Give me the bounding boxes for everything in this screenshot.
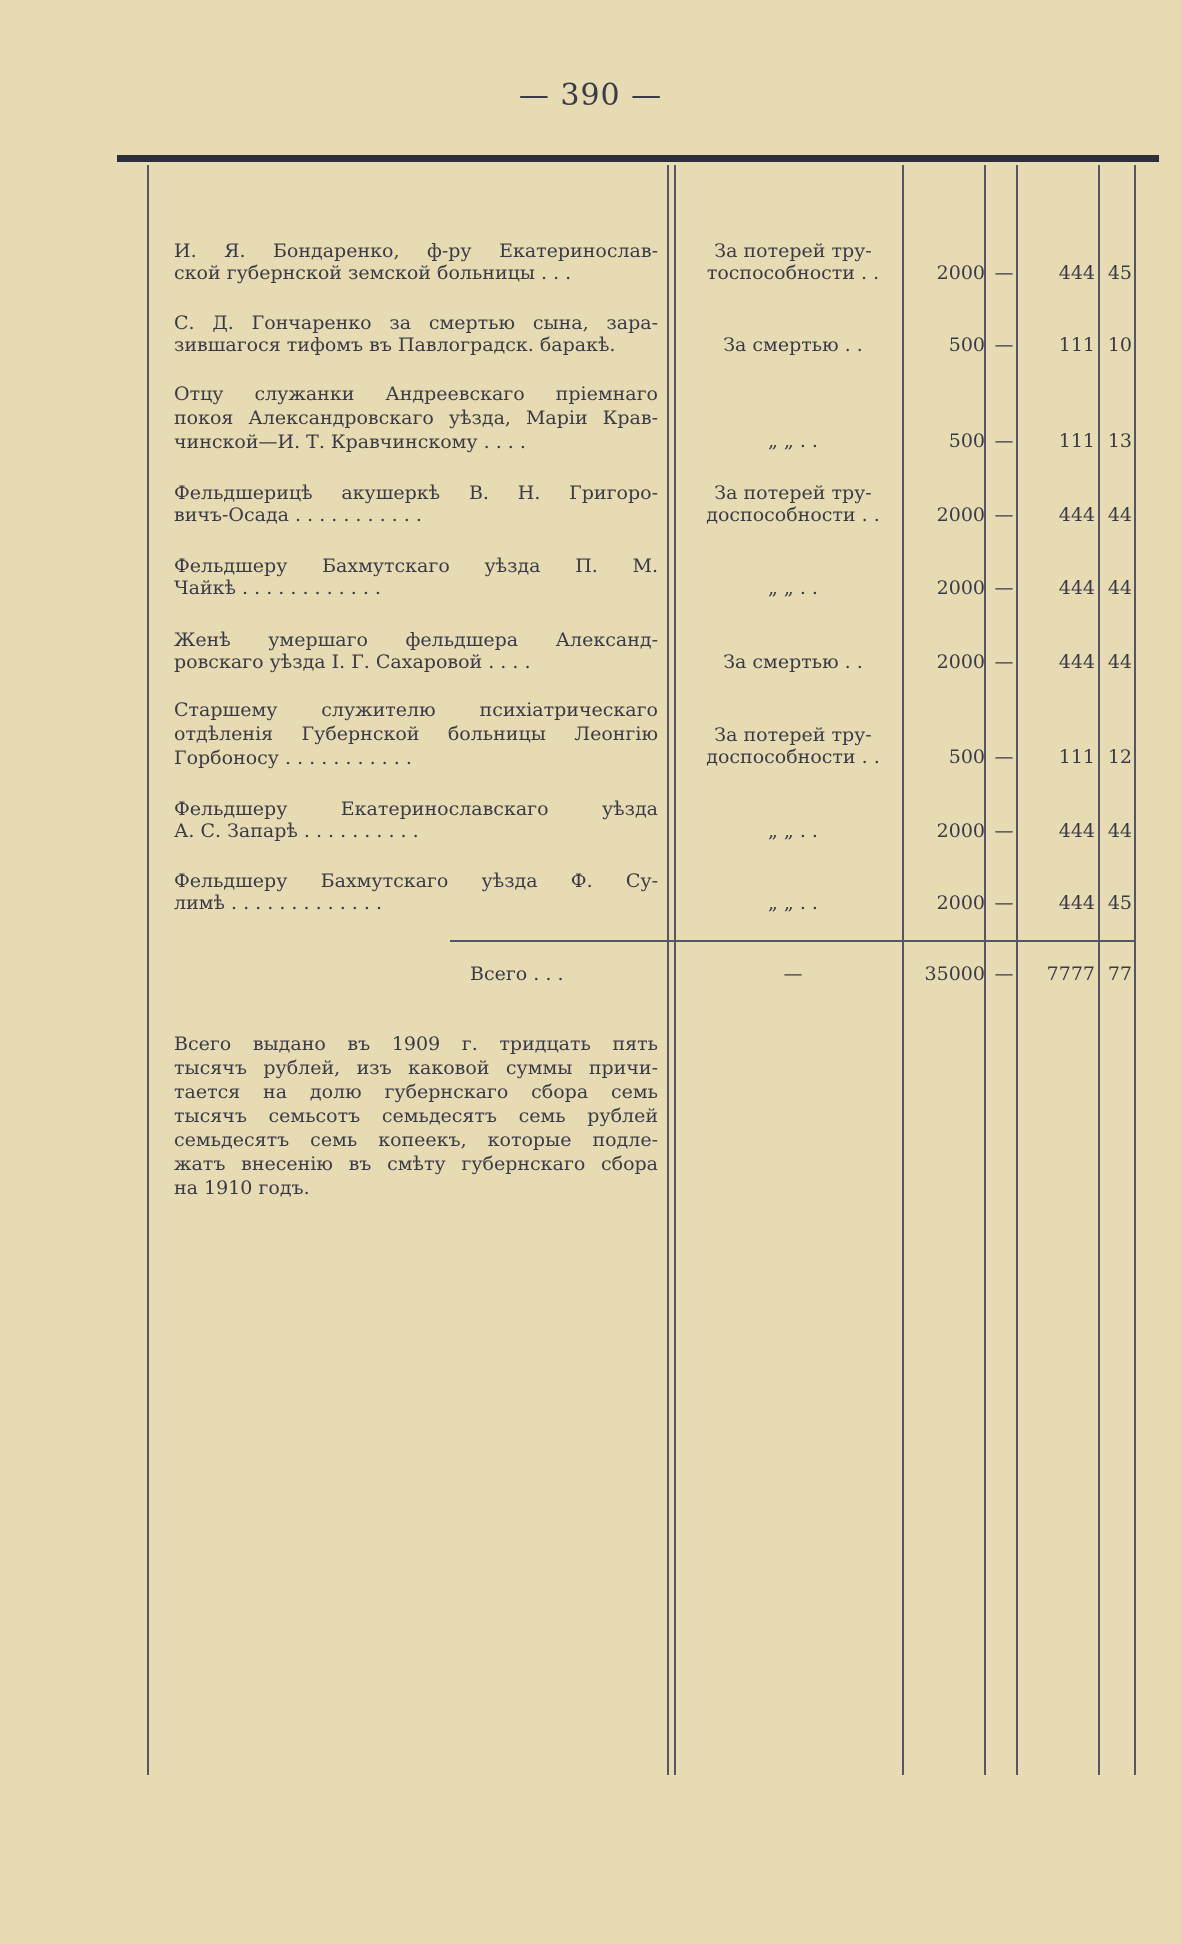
row-kopecks: 12 — [1107, 746, 1132, 768]
description-line: И. Я. Бондаренко, ф-ру Екатеринослав- — [174, 240, 658, 262]
description-line: Женѣ умершаго фельдшера Александ- — [174, 629, 658, 651]
row-rubles: 444 — [1058, 892, 1095, 914]
row-amount: 2000 — [936, 820, 985, 842]
total-label: Всего . . . — [470, 963, 564, 985]
row-amount: 500 — [948, 334, 985, 356]
row-description — [174, 798, 658, 842]
row-kopecks: 44 — [1107, 651, 1132, 673]
row-rubles: 444 — [1058, 504, 1095, 526]
total-amount: 35000 — [924, 963, 985, 985]
row-description — [174, 312, 658, 356]
row-reason — [688, 240, 898, 284]
summary-line: тается на долю губернскаго сбора семь — [174, 1081, 658, 1103]
row-dash: — — [994, 334, 1014, 356]
summary-line: семьдесятъ семь копеекъ, которые подле- — [174, 1129, 658, 1151]
row-kopecks: 44 — [1107, 820, 1132, 842]
row-reason — [688, 334, 898, 356]
reason-line: За потерей тру- — [714, 724, 872, 746]
description-line: Фельдшеру Бахмутскаго уѣзда П. М. — [174, 555, 658, 577]
row-amount: 2000 — [936, 262, 985, 284]
row-rubles: 111 — [1058, 746, 1095, 768]
description-line: ровскаго уѣзда І. Г. Сахаровой . . . . — [174, 651, 531, 673]
row-dash: — — [994, 577, 1014, 599]
summary-line: Всего выдано въ 1909 г. тридцать пять — [174, 1033, 658, 1055]
row-description — [174, 482, 658, 526]
total-kop: 77 — [1107, 963, 1132, 985]
row-kopecks: 10 — [1107, 334, 1132, 356]
row-dash: — — [994, 820, 1014, 842]
row-description — [174, 870, 658, 914]
row-description — [174, 629, 658, 673]
row-reason — [688, 724, 898, 768]
reason-line: За смертью . . — [723, 651, 863, 673]
description-line: ской губернской земской больницы . . . — [174, 262, 572, 284]
row-kopecks: 13 — [1107, 430, 1132, 452]
total-dash: — — [994, 963, 1014, 985]
reason-line: „ „ . . — [768, 820, 818, 842]
column-line — [1134, 165, 1136, 1775]
reason-line: „ „ . . — [768, 430, 818, 452]
summary-paragraph — [174, 1032, 658, 1200]
description-line: С. Д. Гончаренко за смертью сына, зара- — [174, 312, 658, 334]
column-line — [674, 165, 676, 1775]
row-rubles: 111 — [1058, 430, 1095, 452]
row-amount: 500 — [948, 430, 985, 452]
row-reason — [688, 577, 898, 599]
reason-line: „ „ . . — [768, 892, 818, 914]
summary-line: жатъ внесенію въ смѣту губернскаго сбора — [174, 1153, 658, 1175]
description-line: лимѣ . . . . . . . . . . . . . — [174, 892, 382, 914]
row-dash: — — [994, 746, 1014, 768]
description-line: зившагося тифомъ въ Павлоградск. баракѣ. — [174, 334, 616, 356]
row-reason — [688, 651, 898, 673]
reason-line: За смертью . . — [723, 334, 863, 356]
row-amount: 2000 — [936, 504, 985, 526]
description-line: Фельдшеру Бахмутскаго уѣзда Ф. Су- — [174, 870, 658, 892]
row-dash: — — [994, 430, 1014, 452]
row-reason — [688, 482, 898, 526]
row-reason — [688, 892, 898, 914]
row-kopecks: 44 — [1107, 504, 1132, 526]
total-reason: — — [783, 963, 803, 985]
reason-line: доспособности . . — [706, 746, 880, 768]
row-description — [174, 555, 658, 599]
total-rub: 7777 — [1046, 963, 1095, 985]
description-line: вичъ-Осада . . . . . . . . . . . — [174, 504, 422, 526]
row-description — [174, 240, 658, 284]
reason-line: За потерей тру- — [714, 482, 872, 504]
row-rubles: 444 — [1058, 262, 1095, 284]
description-line: Старшему служителю психіатрическаго — [174, 699, 658, 721]
row-description — [174, 382, 658, 454]
summary-line: тысячъ семьсотъ семьдесятъ семь рублей — [174, 1105, 658, 1127]
reason-line: За потерей тру- — [714, 240, 872, 262]
column-line — [147, 165, 149, 1775]
row-dash: — — [994, 262, 1014, 284]
row-rubles: 444 — [1058, 820, 1095, 842]
reason-line: „ „ . . — [768, 577, 818, 599]
row-amount: 2000 — [936, 577, 985, 599]
row-dash: — — [994, 892, 1014, 914]
row-reason — [688, 820, 898, 842]
row-rubles: 111 — [1058, 334, 1095, 356]
description-line: А. С. Запарѣ . . . . . . . . . . — [174, 820, 419, 842]
row-dash: — — [994, 651, 1014, 673]
top-rule — [117, 155, 1159, 162]
row-reason — [688, 430, 898, 452]
row-kopecks: 45 — [1107, 892, 1132, 914]
row-amount: 2000 — [936, 651, 985, 673]
summary-line: на 1910 годъ. — [174, 1177, 310, 1199]
page-number: — 390 — — [518, 78, 663, 113]
description-line: Чайкѣ . . . . . . . . . . . . — [174, 577, 381, 599]
reason-line: тоспособности . . — [706, 262, 880, 284]
row-kopecks: 44 — [1107, 577, 1132, 599]
row-rubles: 444 — [1058, 577, 1095, 599]
description-line: Отцу служанки Андреевскаго пріемнаго — [174, 383, 658, 405]
description-line: Фельдшеру Екатеринославскаго уѣзда — [174, 798, 658, 820]
summary-line: тысячъ рублей, изъ каковой суммы причи- — [174, 1057, 658, 1079]
row-rubles: 444 — [1058, 651, 1095, 673]
row-dash: — — [994, 504, 1014, 526]
column-line — [902, 165, 904, 1775]
row-amount: 500 — [948, 746, 985, 768]
row-kopecks: 45 — [1107, 262, 1132, 284]
description-line: покоя Александровскаго уѣзда, Маріи Крав- — [174, 407, 658, 429]
description-line: чинской—И. Т. Кравчинскому . . . . — [174, 431, 526, 453]
reason-line: доспособности . . — [706, 504, 880, 526]
total-rule — [450, 940, 1135, 942]
description-line: Фельдшерицѣ акушеркѣ В. Н. Григоро- — [174, 482, 658, 504]
column-line — [667, 165, 669, 1775]
description-line: Горбоносу . . . . . . . . . . . — [174, 747, 412, 769]
row-amount: 2000 — [936, 892, 985, 914]
description-line: отдѣленія Губернской больницы Леонгію — [174, 723, 658, 745]
row-description — [174, 698, 658, 770]
